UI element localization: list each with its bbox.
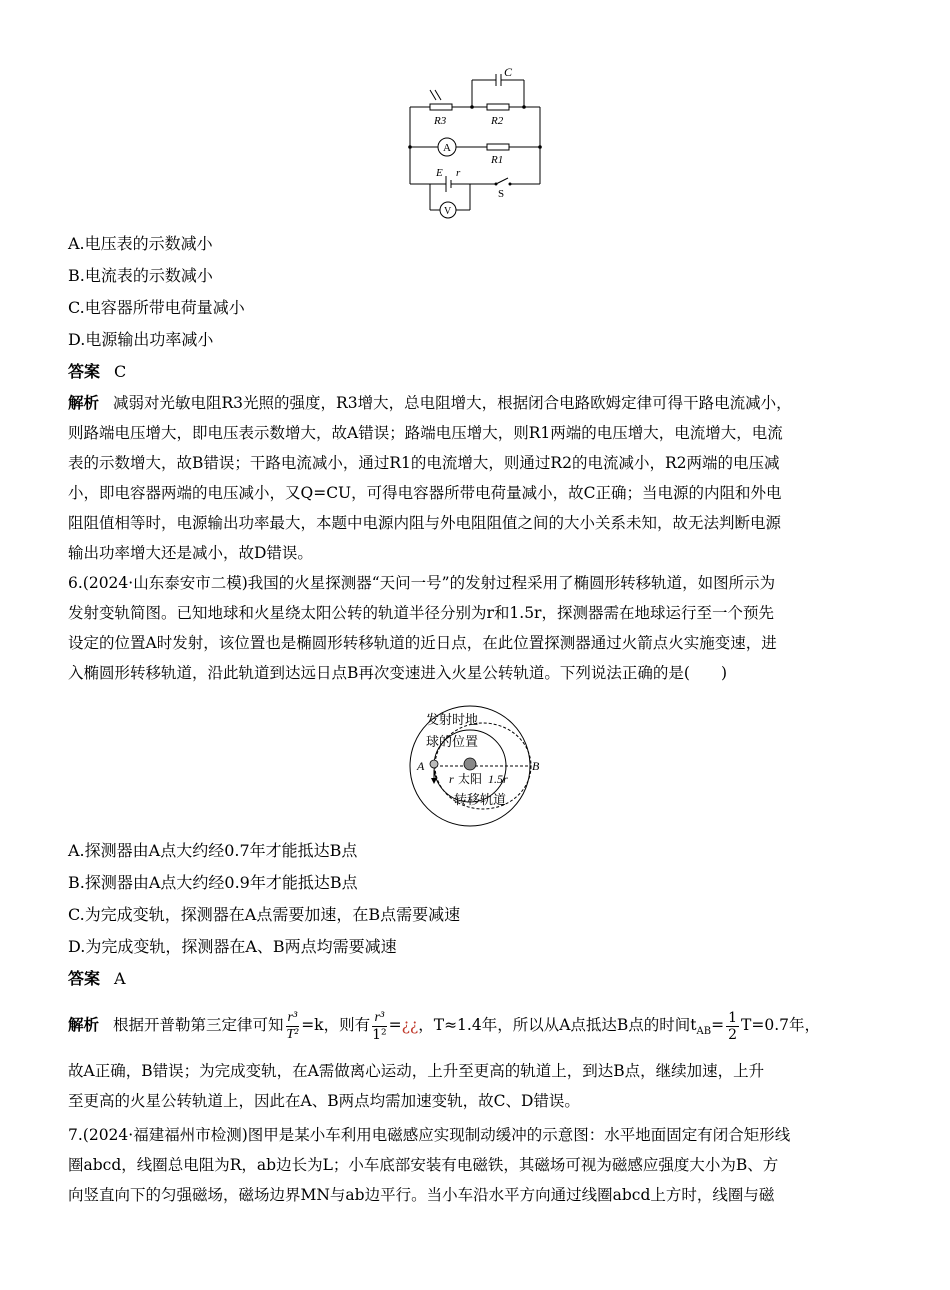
- analysis-line: 故A正确，B错误；为完成变轨，在A需做离心运动，上升至更高的轨道上，到达B点，继续加速，上升: [68, 1062, 765, 1080]
- fraction-numerator: r³: [372, 1010, 387, 1027]
- q5-option-b: B.电流表的示数减小: [68, 266, 213, 285]
- stem-line: 7.(2024·福建福州市检测)图甲是某小车利用电磁感应实现制动缓冲的示意图：水平地面固定有闭合矩形线: [68, 1126, 791, 1144]
- fraction-numerator: r³: [287, 1009, 298, 1025]
- q6-stem: [68, 568, 880, 688]
- q6-option-c: C.为完成变轨，探测器在A点需要加速，在B点需要减速: [68, 905, 461, 924]
- label-r1: R1: [491, 154, 504, 166]
- label-e: E: [436, 167, 443, 179]
- fraction-denominator: 1²: [372, 1026, 387, 1043]
- label-switch: S: [498, 188, 505, 200]
- label-point-a: A: [417, 759, 425, 773]
- fraction-denominator: 2: [728, 1026, 738, 1043]
- label-r2: R2: [491, 115, 504, 127]
- stem-line: 向竖直向下的匀强磁场，磁场边界MN与ab边平行。当小车沿水平方向通过线圈abcd上方时，线圈与磁: [68, 1186, 775, 1204]
- fraction-half: [726, 1010, 739, 1043]
- answer-label: 答案: [68, 969, 101, 988]
- label-r: r: [449, 772, 454, 786]
- analysis-text: =: [388, 1016, 402, 1034]
- analysis-text: ，T≈1.4年，所以从A点抵达B点的时间t: [418, 1016, 697, 1034]
- stem-line: 6.(2024·山东泰安市二模)我国的火星探测器“天问一号”的发射过程采用了椭圆形转移轨道，如图所示为: [68, 574, 776, 592]
- q6-option-b: B.探测器由A点大约经0.9年才能抵达B点: [68, 873, 358, 892]
- stem-line: 发射变轨简图。已知地球和火星绕太阳公转的轨道半径分别为r和1.5r，探测器需在地球运行至一个预先: [68, 604, 774, 622]
- fraction-denominator: T²: [286, 1026, 299, 1042]
- analysis-text: =k，则有: [301, 1016, 371, 1034]
- answer-value: A: [114, 969, 126, 988]
- label-launch-line1: 发射时地: [426, 712, 479, 727]
- q6-answer: [68, 968, 126, 990]
- garbled-formula: ¿¿: [401, 1016, 419, 1034]
- analysis-text: 根据开普勒第三定律可知: [113, 1016, 284, 1034]
- q5-option-d: D.电源输出功率减小: [68, 330, 214, 349]
- label-voltmeter: V: [444, 206, 452, 217]
- label-r3: R3: [434, 115, 447, 127]
- stem-line: 圈abcd，线圈总电阻为R，ab边长为L；小车底部安装有电磁铁，其磁场可视为磁感应强度大小为B、方: [68, 1156, 779, 1174]
- q6-option-a: A.探测器由A点大约经0.7年才能抵达B点: [68, 841, 358, 860]
- label-point-b: B: [532, 759, 540, 773]
- analysis-line: 至更高的火星公转轨道上，因此在A、B两点均需加速变轨，故C、D错误。: [68, 1092, 580, 1110]
- fraction-r3-12: [372, 1010, 387, 1043]
- stem-line: 入椭圆形转移轨道，沿此轨道到达远日点B再次变速进入火星公转轨道。下列说法正确的是( ): [68, 664, 727, 682]
- analysis-line: 表的示数增大，故B错误；干路电流减小，通过R1的电流增大，则通过R2的电流减小，R2两端的电压减: [68, 454, 780, 472]
- label-r: r: [456, 167, 461, 179]
- q7-stem: [68, 1120, 880, 1210]
- q5-analysis: [68, 388, 880, 568]
- circuit-diagram: [400, 62, 550, 222]
- label-1-5r: 1.5r: [488, 772, 508, 786]
- subscript-ab: AB: [696, 1026, 712, 1038]
- analysis-line: 阻阻值相等时，电源输出功率最大，本题中电源内阻与外电阻阻值之间的大小关系未知，故无法判断电源: [68, 514, 782, 532]
- label-ammeter: A: [443, 142, 451, 154]
- analysis-label: 解析: [68, 1015, 100, 1034]
- orbit-diagram: [400, 700, 550, 835]
- label-sun: 太阳: [458, 772, 483, 786]
- q5-option-c: C.电容器所带电荷量减小: [68, 298, 245, 317]
- q5-answer: [68, 361, 126, 383]
- analysis-line: 小，即电容器两端的电压减小，又Q=CU，可得电容器所带电荷量减小，故C正确；当电源的内阻和外电: [68, 484, 782, 502]
- label-c: C: [504, 65, 513, 79]
- q6-option-d: D.为完成变轨，探测器在A、B两点均需要减速: [68, 937, 397, 956]
- analysis-line: 输出功率增大还是减小，故D错误。: [68, 544, 313, 562]
- stem-line: 设定的位置A时发射，该位置也是椭圆形转移轨道的近日点，在此位置探测器通过火箭点火实施变速，进: [68, 634, 777, 652]
- fraction-r3-t2: [286, 1010, 300, 1043]
- label-transfer-orbit: 转移轨道: [454, 792, 507, 807]
- analysis-text: T=0.7年，: [741, 1016, 821, 1034]
- analysis-line: 减弱对光敏电阻R3光照的强度，R3增大，总电阻增大，根据闭合电路欧姆定律可得干路电流减小，: [113, 394, 792, 412]
- analysis-text: =: [711, 1016, 725, 1034]
- answer-value: C: [114, 362, 127, 381]
- answer-label: 答案: [68, 362, 101, 381]
- q6-analysis-first-line: [68, 1006, 880, 1051]
- analysis-line: 则路端电压增大，即电压表示数增大，故A错误；路端电压增大，则R1两端的电压增大，电流增大，电流: [68, 424, 783, 442]
- q5-option-a: A.电压表的示数减小: [68, 234, 213, 253]
- q6-analysis-rest: [68, 1056, 880, 1116]
- label-launch-line2: 球的位置: [426, 734, 479, 749]
- analysis-label: 解析: [68, 393, 100, 412]
- fraction-numerator: 1: [728, 1009, 738, 1026]
